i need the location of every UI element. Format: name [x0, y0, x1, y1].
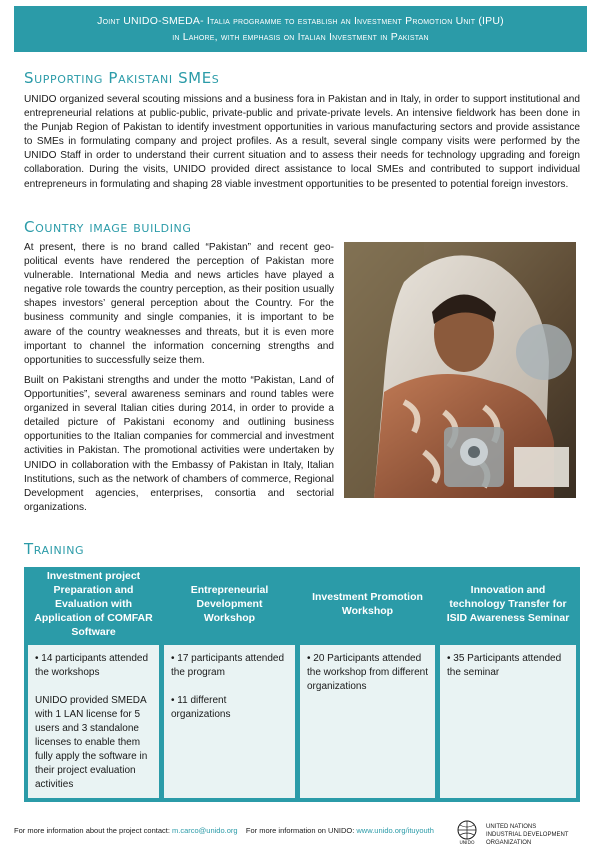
- training-item: • 17 participants attended the program: [171, 653, 285, 678]
- country-paragraph-2: Built on Pakistani strengths and under the motto “Pakistan, Land of Opportunities”, several awareness seminars and round tables were organized in several Italian cities during 2014, in order to provide a detailed picture of Pakistani economy and outlining business opportunities to the Italian companies for commercial and investment activities in Pakistan. The promotional activities were undertaken by UNIDO in collaboration with the Embassy of Pakistan in Italy, Italian Institutions, such as the network of chambers of commerce, Regional Development agencies, enterprises, consortia and sectorial organizations.: [24, 375, 334, 513]
- organization-name: [486, 823, 600, 847]
- logo-text: UNIDO: [459, 841, 475, 845]
- org-name-line-1: UNITED NATIONS: [486, 824, 537, 830]
- training-item: • 20 Participants attended the workshop from different organizations: [307, 653, 428, 692]
- photo-woman-at-workbench: [344, 242, 576, 498]
- training-column-body-1: [28, 645, 159, 798]
- training-column-body-4: [440, 645, 576, 798]
- footer: [14, 826, 434, 835]
- contact-email-link[interactable]: m.carco@unido.org: [172, 826, 238, 835]
- smes-paragraph: UNIDO organized several scouting missions and a business fora in Pakistan and in Italy, in order to support institutional and entrepreneurial relations at public-public, private-public and private-private levels. An intensive fieldwork has been done in the Punjab Region of Pakistan to identify investment opportunities in various manufacturing sectors and provide assistance to SMEs in formulating company and project profiles. As a result, several single company visits were performed by the UNIDO Staff in order to understand their current situation and to assess their needs for technology upgrading and foreign collaboration. During the visits, UNIDO provided direct assistance to local SMEs and contributed to support individual entrepreneurs in formulating and shaping 28 viable investment opportunities to be presented to potential foreign investors.: [24, 94, 580, 190]
- org-name-line-2: INDUSTRIAL DEVELOPMENT ORGANIZATION: [486, 832, 569, 846]
- footer-unido-label: For more information on UNIDO:: [245, 826, 355, 835]
- training-column-header-1: Investment project Preparation and Evaluation with Application of COMFAR Software: [34, 569, 153, 638]
- training-item: • 11 different organizations: [171, 695, 231, 720]
- training-item: • 35 Participants attended the seminar: [447, 653, 562, 678]
- banner-line-2: in Lahore, with emphasis on Italian Investment in Pakistan: [172, 31, 429, 43]
- banner-line-1: Joint UNIDO-SMEDA- Italia programme to establish an Investment Promotion Unit (IPU): [97, 15, 504, 27]
- header-banner: [14, 6, 587, 52]
- training-item: UNIDO provided SMEDA with 1 LAN license for 5 users and 3 standalone licenses to enable them fully apply the software in their project evaluation activities: [35, 695, 148, 790]
- training-item: • 14 participants attended the workshops: [35, 653, 149, 678]
- training-column-header-4: Innovation and technology Transfer for ISID Awareness Seminar: [446, 583, 570, 624]
- section-title-country-image: Country image building: [24, 218, 192, 236]
- footer-contact-label: For more information about the project contact:: [14, 826, 170, 835]
- unido-logo-icon: [454, 819, 480, 845]
- training-column-body-2: [164, 645, 295, 798]
- training-column-header-3: Investment Promotion Workshop: [312, 590, 423, 617]
- country-paragraph-1: At present, there is no brand called “Pakistan” and recent geo-political events have rendered the perception of Pakistan more vulnerable. International Media and news articles have played a negative role towards the country perception, as their position usually shapes investors’ general perception about the Country. For the business community and single companies, it is important to be aware of the country weaknesses and threats, but it is even more important to channel the information concerning strengths and opportunities to successfully seize them.: [24, 242, 334, 366]
- training-column-body-3: [300, 645, 435, 798]
- section-title-training: Training: [24, 540, 85, 558]
- section-title-smes: Supporting Pakistani SMEs: [24, 69, 220, 87]
- unido-website-link[interactable]: www.unido.org/ituyouth: [356, 826, 434, 835]
- training-column-header-2: Entrepreneurial Development Workshop: [190, 583, 269, 624]
